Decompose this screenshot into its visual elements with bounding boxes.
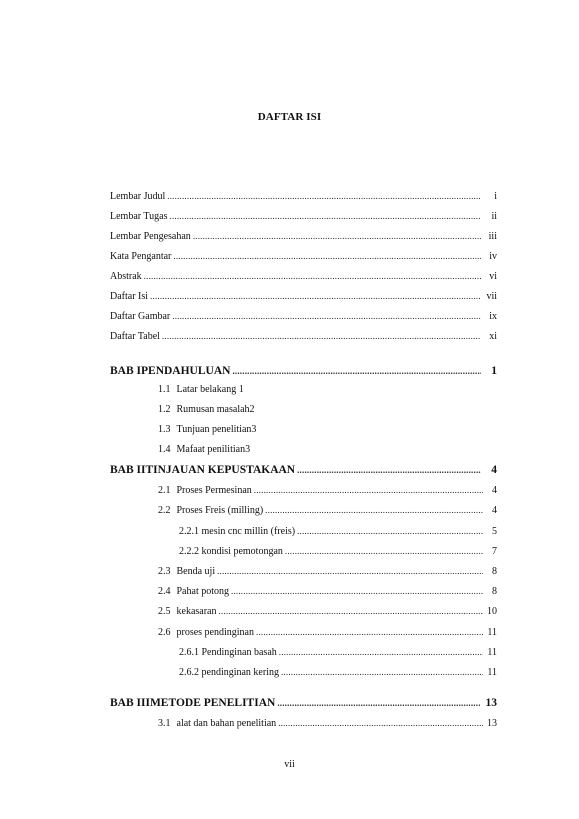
chapter-page: 4 <box>491 464 497 476</box>
subentry-page: 8 <box>492 566 497 577</box>
toc-entry-page: vii <box>486 291 497 302</box>
dot-leader <box>256 625 483 639</box>
subentry-number: 3.1 <box>158 718 171 729</box>
subsubentry-page: 5 <box>492 526 497 537</box>
subentry-label: Rumusan masalah2 <box>176 404 255 415</box>
subsubentry-page: 11 <box>487 647 497 658</box>
dot-leader <box>167 189 481 203</box>
dot-leader <box>193 229 481 243</box>
subentry-number: 1.3 <box>158 424 171 435</box>
chapter-title: PENDAHULUAN <box>141 365 231 377</box>
dot-leader <box>279 645 483 659</box>
dot-leader <box>170 209 482 223</box>
subentry-page: 13 <box>487 718 497 729</box>
subentry-label: Latar belakang 1 <box>176 384 244 395</box>
chapter-number: BAB II <box>110 464 146 476</box>
toc-entry[interactable] <box>110 329 497 343</box>
page-title: DAFTAR ISI <box>257 111 322 123</box>
subentry-number: 2.1 <box>158 485 171 496</box>
dot-leader <box>277 695 481 711</box>
subentry-page: 11 <box>487 627 497 638</box>
toc-entry-label: Daftar Gambar <box>110 311 171 322</box>
toc-subsubentry[interactable] <box>179 665 497 679</box>
dot-leader <box>297 462 481 478</box>
toc-entry[interactable] <box>110 249 497 263</box>
toc-subentry[interactable] <box>158 403 255 417</box>
toc-entry-page: ix <box>489 311 497 322</box>
toc-subentry[interactable] <box>158 604 497 618</box>
chapter-entry-bab-3[interactable] <box>110 695 497 711</box>
toc-entry-page: iv <box>489 251 497 262</box>
chapter-title: METODE PENELITIAN <box>149 697 276 709</box>
subentry-number: 2.4 <box>158 586 171 597</box>
toc-entry-label: Lembar Judul <box>110 191 166 202</box>
toc-subsubentry[interactable] <box>179 645 497 659</box>
toc-entry-label: Lembar Pengesahan <box>110 231 191 242</box>
subentry-number: 2.3 <box>158 566 171 577</box>
toc-subentry[interactable] <box>158 423 256 437</box>
subsubentry-page: 11 <box>487 667 497 678</box>
toc-entry[interactable] <box>110 309 497 323</box>
dot-leader <box>281 665 483 679</box>
chapter-number: BAB III <box>110 697 150 709</box>
toc-subentry[interactable] <box>158 483 497 497</box>
page-number: vii <box>284 759 295 770</box>
toc-subentry[interactable] <box>158 564 497 578</box>
dot-leader <box>172 309 481 323</box>
toc-entry-page: xi <box>489 331 497 342</box>
subentry-page: 4 <box>492 505 497 516</box>
subentry-label: kekasaran <box>176 606 217 617</box>
toc-entry[interactable] <box>110 289 497 303</box>
toc-entry[interactable] <box>110 229 497 243</box>
subentry-label: Benda uji <box>176 566 216 577</box>
toc-subentry[interactable] <box>158 625 497 639</box>
chapter-entry-bab-1[interactable] <box>110 363 497 379</box>
subsubentry-label: 2.2.2 kondisi pemotongan <box>179 546 283 557</box>
toc-entry-page: vi <box>489 271 497 282</box>
toc-subentry[interactable] <box>158 443 250 457</box>
dot-leader <box>278 716 483 730</box>
toc-entry-label: Daftar Isi <box>110 291 149 302</box>
subentry-label: Proses Freis (milling) <box>176 505 264 516</box>
subentry-number: 1.1 <box>158 384 171 395</box>
toc-entry[interactable] <box>110 189 497 203</box>
subsubentry-label: 2.2.1 mesin cnc millin (freis) <box>179 526 296 537</box>
toc-entry-page: i <box>494 191 497 202</box>
subentry-number: 1.4 <box>158 444 171 455</box>
toc-subentry[interactable] <box>158 503 497 517</box>
subentry-number: 2.6 <box>158 627 171 638</box>
subentry-label: Mafaat penilitian3 <box>176 444 251 455</box>
dot-leader <box>218 604 483 618</box>
subentry-number: 1.2 <box>158 404 171 415</box>
toc-subentry[interactable] <box>158 584 497 598</box>
dot-leader <box>217 564 483 578</box>
dot-leader <box>265 503 483 517</box>
subentry-label: Pahat potong <box>176 586 229 597</box>
subentry-label: alat dan bahan penelitian <box>176 718 277 729</box>
chapter-title: TINJAUAN KEPUSTAKAAN <box>145 464 296 476</box>
subentry-number: 2.2 <box>158 505 171 516</box>
toc-entry-label: Daftar Tabel <box>110 331 160 342</box>
dot-leader <box>173 249 481 263</box>
toc-entry-page: iii <box>488 231 497 242</box>
toc-subentry[interactable] <box>158 383 244 397</box>
subsubentry-label: 2.6.1 Pendinginan basah <box>179 647 277 658</box>
toc-subsubentry[interactable] <box>179 524 497 538</box>
toc-entry[interactable] <box>110 209 497 223</box>
toc-entry-label: Abstrak <box>110 271 142 282</box>
dot-leader <box>232 363 481 379</box>
chapter-number: BAB I <box>110 365 141 377</box>
toc-entry-page: ii <box>491 211 497 222</box>
dot-leader <box>297 524 483 538</box>
subentry-page: 4 <box>492 485 497 496</box>
chapter-entry-bab-2[interactable] <box>110 462 497 478</box>
dot-leader <box>162 329 481 343</box>
subentry-number: 2.5 <box>158 606 171 617</box>
dot-leader <box>231 584 483 598</box>
chapter-page: 13 <box>485 697 497 709</box>
toc-subsubentry[interactable] <box>179 544 497 558</box>
subentry-page: 8 <box>492 586 497 597</box>
toc-entry[interactable] <box>110 269 497 283</box>
toc-subentry[interactable] <box>158 716 497 730</box>
subsubentry-label: 2.6.2 pendinginan kering <box>179 667 279 678</box>
chapter-page: 1 <box>491 365 497 377</box>
subentry-label: Proses Permesinan <box>176 485 252 496</box>
subentry-label: proses pendinginan <box>176 627 254 638</box>
toc-entry-label: Kata Pengantar <box>110 251 172 262</box>
subsubentry-page: 7 <box>492 546 497 557</box>
toc-entry-label: Lembar Tugas <box>110 211 168 222</box>
subentry-page: 10 <box>487 606 497 617</box>
dot-leader <box>285 544 483 558</box>
dot-leader <box>150 289 481 303</box>
dot-leader <box>254 483 483 497</box>
subentry-label: Tunjuan penelitian3 <box>176 424 257 435</box>
dot-leader <box>144 269 481 283</box>
